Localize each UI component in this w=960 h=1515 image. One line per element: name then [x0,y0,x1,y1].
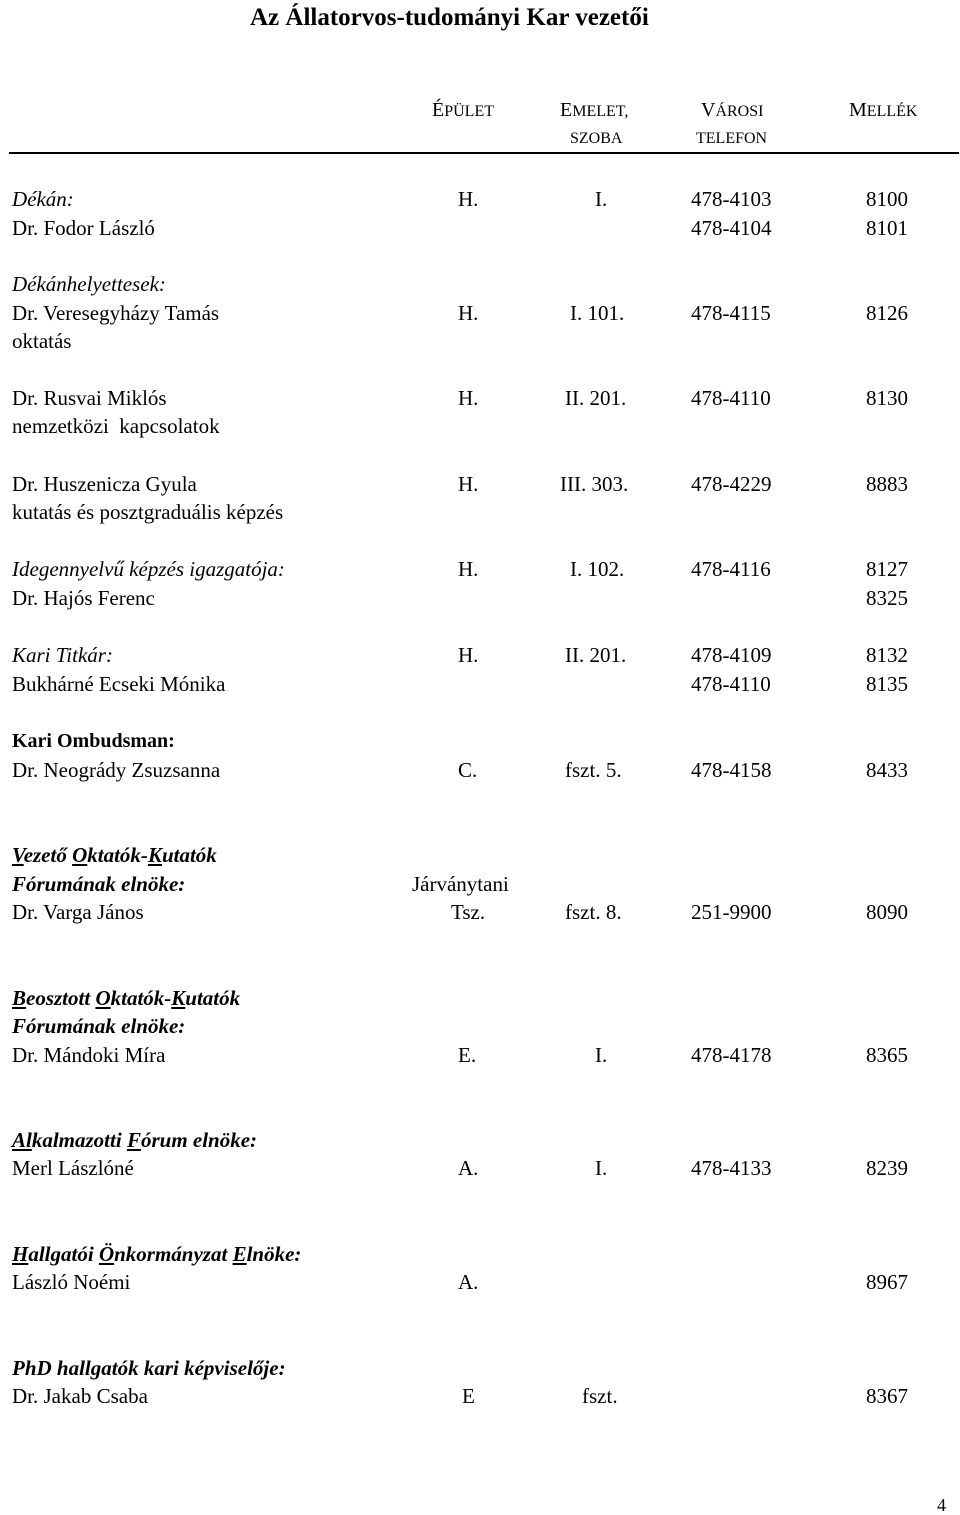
secretary-phone: 478-4109 [691,643,772,667]
student-union-extension: 8967 [866,1270,908,1294]
employee-forum-label: Alkalmazotti Fórum elnöke: [12,1128,258,1152]
vice-dean-extension: 8883 [866,472,908,496]
dean-name: Dr. Fodor László [12,216,155,240]
student-union-building: A. [458,1270,479,1294]
ombudsman-phone: 478-4158 [691,758,772,782]
vice-dean-room: I. 101. [570,301,625,325]
senior-forum-building-2: Tsz. [451,900,486,924]
phd-representative-building: E [462,1384,475,1408]
employee-forum-room: I. [595,1156,608,1180]
vice-dean-area: oktatás [12,329,72,353]
foreign-programme-room: I. 102. [570,557,625,581]
vice-dean-name: Dr. Rusvai Miklós [12,386,167,410]
dean-extension: 8100 [866,187,908,211]
senior-forum-label-2: Fórumának elnöke: [12,872,186,896]
employee-forum-chair: Merl Lászlóné [12,1156,134,1180]
senior-forum-chair: Dr. Varga János [12,900,144,924]
ombudsman-extension: 8433 [866,758,908,782]
vice-dean-extension: 8126 [866,301,908,325]
foreign-programme-building: H. [458,557,479,581]
student-union-label: Hallgatói Önkormányzat Elnöke: [12,1242,302,1266]
foreign-programme-extension: 8127 [866,557,908,581]
header-rule [9,152,959,154]
junior-forum-building: E. [458,1043,477,1067]
foreign-programme-extension-2: 8325 [866,586,908,610]
vice-deans-label: Dékánhelyettesek: [12,272,166,296]
senior-forum-room: fszt. 8. [565,900,622,924]
junior-forum-chair: Dr. Mándoki Míra [12,1043,166,1067]
vice-dean-phone: 478-4115 [691,301,771,325]
dean-room: I. [595,187,608,211]
secretary-name: Bukhárné Ecseki Mónika [12,672,226,696]
header-room: SZOBA [570,130,623,147]
foreign-programme-director: Dr. Hajós Ferenc [12,586,155,610]
vice-dean-building: H. [458,386,479,410]
senior-forum-label: Vezető Oktatók-Kutatók [12,843,217,867]
foreign-programme-phone: 478-4116 [691,557,771,581]
vice-dean-name: Dr. Veresegyházy Tamás [12,301,220,325]
header-extension: MELLÉK [849,99,918,121]
vice-dean-building: H. [458,301,479,325]
senior-forum-phone: 251-9900 [691,900,772,924]
dean-phone-2: 478-4104 [691,216,772,240]
senior-forum-building: Járványtani [412,872,509,896]
secretary-extension-2: 8135 [866,672,908,696]
employee-forum-building: A. [458,1156,479,1180]
phd-representative-label: PhD hallgatók kari képviselője: [12,1356,286,1380]
vice-dean-name: Dr. Huszenicza Gyula [12,472,197,496]
student-union-president: László Noémi [12,1270,131,1294]
header-city-phone: VÁROSI [701,99,764,121]
junior-forum-room: I. [595,1043,608,1067]
secretary-building: H. [458,643,479,667]
ombudsman-room: fszt. 5. [565,758,622,782]
employee-forum-extension: 8239 [866,1156,908,1180]
phd-representative-extension: 8367 [866,1384,908,1408]
dean-label: Dékán: [12,187,74,211]
header-floor: EMELET, [560,99,629,121]
dean-extension-2: 8101 [866,216,908,240]
vice-dean-area: nemzetközi kapcsolatok [12,414,220,438]
secretary-extension: 8132 [866,643,908,667]
dean-phone: 478-4103 [691,187,772,211]
foreign-programme-label: Idegennyelvű képzés igazgatója: [12,557,285,581]
junior-forum-label-2: Fórumának elnöke: [12,1014,186,1038]
junior-forum-extension: 8365 [866,1043,908,1067]
vice-dean-phone: 478-4229 [691,472,772,496]
vice-dean-building: H. [458,472,479,496]
secretary-room: II. 201. [565,643,627,667]
senior-forum-extension: 8090 [866,900,908,924]
junior-forum-label: Beosztott Oktatók-Kutatók [12,986,241,1010]
vice-dean-extension: 8130 [866,386,908,410]
header-phone: TELEFON [696,130,768,147]
junior-forum-phone: 478-4178 [691,1043,772,1067]
page-number: 4 [937,1495,946,1515]
vice-dean-room: III. 303. [560,472,629,496]
ombudsman-name: Dr. Neogrády Zsuzsanna [12,758,221,782]
header-building: ÉPÜLET [432,99,494,121]
secretary-phone-2: 478-4110 [691,672,771,696]
page-title: Az Állatorvos-tudományi Kar vezetői [250,4,649,31]
phd-representative-room: fszt. [582,1384,618,1408]
secretary-label: Kari Titkár: [12,643,113,667]
ombudsman-building: C. [458,758,478,782]
employee-forum-phone: 478-4133 [691,1156,772,1180]
vice-dean-room: II. 201. [565,386,627,410]
phd-representative-name: Dr. Jakab Csaba [12,1384,148,1408]
ombudsman-label: Kari Ombudsman: [12,730,175,752]
dean-building: H. [458,187,479,211]
vice-dean-area: kutatás és posztgraduális képzés [12,500,284,524]
vice-dean-phone: 478-4110 [691,386,771,410]
